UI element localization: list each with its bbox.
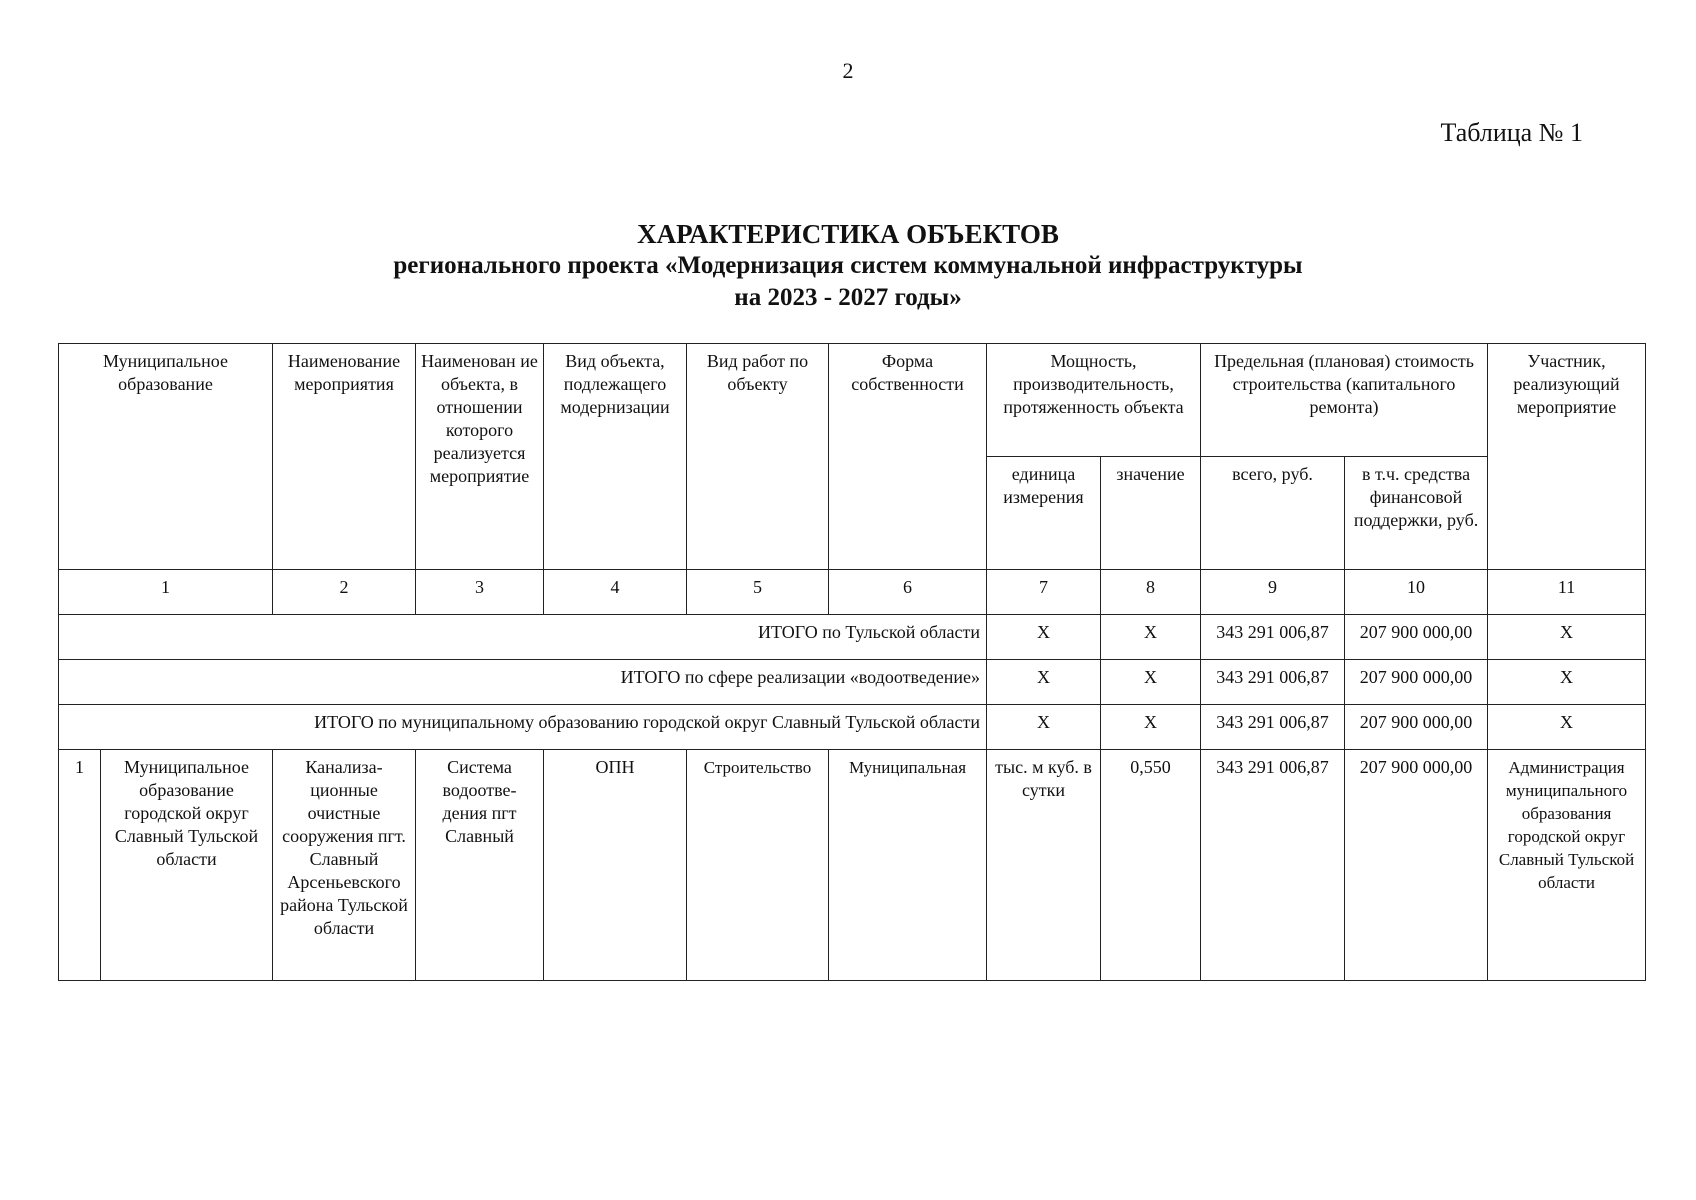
header-object-type: Вид объекта, подлежащего модернизации	[544, 344, 687, 570]
column-number: 11	[1488, 570, 1646, 615]
row-work-type: Строительство	[687, 750, 829, 981]
column-number: 8	[1101, 570, 1201, 615]
row-unit: тыс. м куб. в сутки	[987, 750, 1101, 981]
header-cost: Предельная (плановая) стоимость строительства (капитального ремонта)	[1201, 344, 1488, 457]
row-support: 207 900 000,00	[1345, 750, 1488, 981]
total-participant: Х	[1488, 705, 1646, 750]
header-unit: единица измерения	[987, 457, 1101, 570]
header-object-name: Наименован ие объекта, в отношении которого реализуется мероприятие	[416, 344, 544, 570]
header-participant: Участник, реализующий мероприятие	[1488, 344, 1646, 570]
header-work-type: Вид работ по объекту	[687, 344, 829, 570]
total-participant: Х	[1488, 660, 1646, 705]
column-number: 6	[829, 570, 987, 615]
total-cost: 343 291 006,87	[1201, 615, 1345, 660]
page-number: 2	[842, 58, 854, 83]
column-number: 2	[273, 570, 416, 615]
row-object-name: Система водоотве- дения пгт Славный	[416, 750, 544, 981]
total-label: ИТОГО по муниципальному образованию городской округ Славный Тульской области	[59, 705, 987, 750]
total-unit: Х	[987, 615, 1101, 660]
total-cost: 343 291 006,87	[1201, 660, 1345, 705]
total-unit: Х	[987, 705, 1101, 750]
row-value: 0,550	[1101, 750, 1201, 981]
total-participant: Х	[1488, 615, 1646, 660]
total-label: ИТОГО по Тульской области	[59, 615, 987, 660]
header-capacity: Мощность, производительность, протяженность объекта	[987, 344, 1201, 457]
row-municipality: Муниципальное образование городской округ Славный Тульской области	[101, 750, 273, 981]
column-number: 4	[544, 570, 687, 615]
total-support: 207 900 000,00	[1345, 615, 1488, 660]
row-event-name: Канализа- ционные очистные сооружения пгт. Славный Арсеньевского района Тульской области	[273, 750, 416, 981]
header-ownership: Форма собственности	[829, 344, 987, 570]
title-line-3: на 2023 - 2027 годы»	[734, 284, 962, 311]
column-number: 9	[1201, 570, 1345, 615]
total-row-region	[59, 615, 1646, 660]
table-row	[59, 750, 1646, 981]
total-row-sphere	[59, 660, 1646, 705]
objects-table	[58, 343, 1646, 981]
total-support: 207 900 000,00	[1345, 705, 1488, 750]
title-line-2: регионального проекта «Модернизация систем коммунальной инфраструктуры	[393, 252, 1303, 279]
row-ownership: Муниципальная	[829, 750, 987, 981]
total-unit: Х	[987, 660, 1101, 705]
column-number: 1	[59, 570, 273, 615]
column-number: 7	[987, 570, 1101, 615]
total-value: Х	[1101, 660, 1201, 705]
header-municipality: Муниципальное образование	[59, 344, 273, 570]
title-line-1: ХАРАКТЕРИСТИКА ОБЪЕКТОВ	[637, 219, 1059, 249]
header-total-rub: всего, руб.	[1201, 457, 1345, 570]
row-participant: Администрация муниципального образования городской округ Славный Тульской области	[1488, 750, 1646, 981]
row-number: 1	[59, 750, 101, 981]
row-object-type: ОПН	[544, 750, 687, 981]
column-number: 10	[1345, 570, 1488, 615]
document-title	[0, 218, 1696, 314]
total-label: ИТОГО по сфере реализации «водоотведение»	[59, 660, 987, 705]
total-row-municipality	[59, 705, 1646, 750]
column-number: 5	[687, 570, 829, 615]
header-value: значение	[1101, 457, 1201, 570]
column-number: 3	[416, 570, 544, 615]
total-support: 207 900 000,00	[1345, 660, 1488, 705]
header-row-1	[59, 344, 1646, 457]
table-label: Таблица № 1	[1440, 118, 1583, 147]
total-cost: 343 291 006,87	[1201, 705, 1345, 750]
column-numbers-row	[59, 570, 1646, 615]
row-total-cost: 343 291 006,87	[1201, 750, 1345, 981]
total-value: Х	[1101, 705, 1201, 750]
header-support-rub: в т.ч. средства финансовой поддержки, руб.	[1345, 457, 1488, 570]
header-event-name: Наименование мероприятия	[273, 344, 416, 570]
total-value: Х	[1101, 615, 1201, 660]
